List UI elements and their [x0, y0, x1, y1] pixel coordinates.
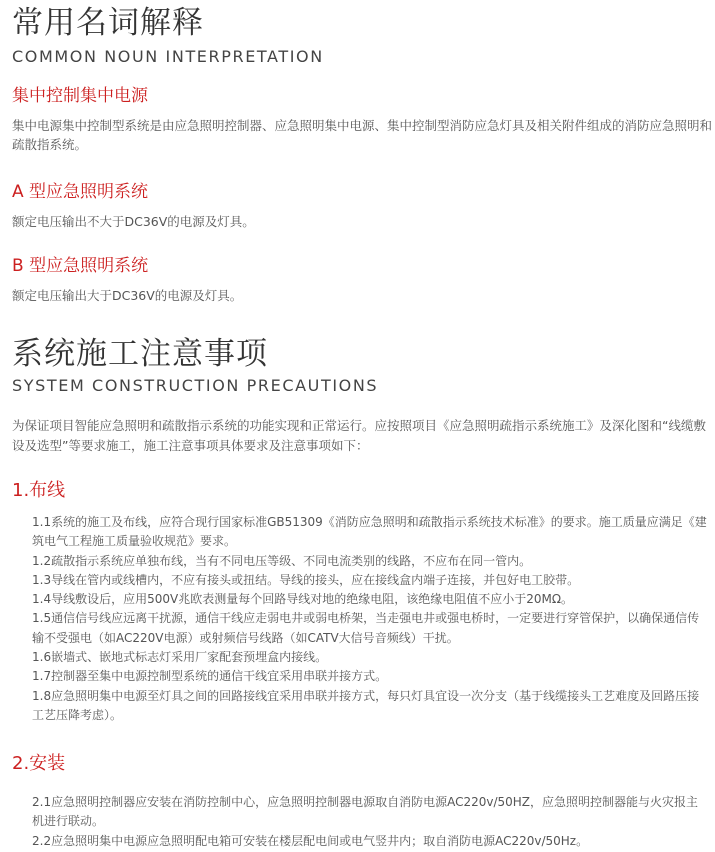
list-item: 1.2疏散指示系统应单独布线，当有不同电压等级、不同电流类别的线路，不应布在同一管内。 — [32, 553, 532, 568]
list-item: 1.5通信信号线应远离干扰源，通信干线应走弱电井或弱电桥架，当走强电井或强电桥时，一定要进行穿管保护，以确保通信传输不受强电（如AC220V电源）或射频信号线路（如CATV大信号音频线）干扰。 — [32, 611, 700, 645]
precautions-title: 系统施工注意事项 — [12, 336, 268, 372]
list-item: 2.1应急照明控制器应安装在消防控制中心，应急照明控制器电源取自消防电源AC220v/50HZ，应急照明控制器能与火灾报主机进行联动。 — [32, 795, 699, 829]
list-item: 1.4导线敷设后，应用500V兆欧表测量每个回路导线对地的绝缘电阻，该绝缘电阻值不应小于20MΩ。 — [32, 592, 573, 607]
section-heading-installation: 2.安装 — [12, 753, 66, 774]
list-item: 1.8应急照明集中电源至灯具之间的回路接线宜采用串联并接方式，每只灯具宜设一次分支（基于线缆接头工艺难度及回路压接工艺压降考虑）。 — [32, 688, 700, 722]
list-item: 1.3导线在管内或线槽内，不应有接头或扭结。导线的接头，应在接线盒内端子连接，并包好电工胶带。 — [32, 572, 580, 587]
installation-list — [32, 793, 707, 851]
list-item: 1.7控制器至集中电源控制型系统的通信干线宜采用串联并接方式。 — [32, 669, 388, 684]
term-definition: 集中电源集中控制型系统是由应急照明控制器、应急照明集中电源、集中控制型消防应急灯具及相关附件组成的消防应急照明和疏散指系统。 — [12, 118, 713, 152]
list-item: 2.2应急照明集中电源应急照明配电箱可安装在楼层配电间或电气竖井内；取自消防电源AC220v/50Hz。 — [32, 833, 589, 848]
term-definition: 额定电压输出不大于DC36V的电源及灯具。 — [12, 214, 255, 229]
term-heading: A 型应急照明系统 — [12, 182, 149, 202]
wiring-list — [32, 513, 707, 725]
term-definition: 额定电压输出大于DC36V的电源及灯具。 — [12, 288, 243, 303]
terms-subtitle: COMMON NOUN INTERPRETATION — [12, 47, 324, 66]
list-item: 1.6嵌墙式、嵌地式标志灯采用厂家配套预埋盒内接线。 — [32, 650, 328, 665]
term-heading: B 型应急照明系统 — [12, 256, 149, 276]
term-heading: 集中控制集中电源 — [12, 86, 148, 106]
list-item: 1.1系统的施工及布线，应符合现行国家标准GB51309《消防应急照明和疏散指示系统技术标准》的要求。施工质量应满足《建筑电气工程施工质量验收规范》要求。 — [32, 515, 707, 549]
terms-title: 常用名词解释 — [12, 5, 204, 41]
section-heading-wiring: 1.布线 — [12, 480, 66, 501]
precautions-subtitle: SYSTEM CONSTRUCTION PRECAUTIONS — [12, 376, 379, 395]
precautions-intro: 为保证项目智能应急照明和疏散指示系统的功能实现和正常运行。应按照项目《应急照明疏指示系统施工》及深化图和“线缆敷设及选型”等要求施工，施工注意事项具体要求及注意事项如下： — [12, 418, 706, 453]
